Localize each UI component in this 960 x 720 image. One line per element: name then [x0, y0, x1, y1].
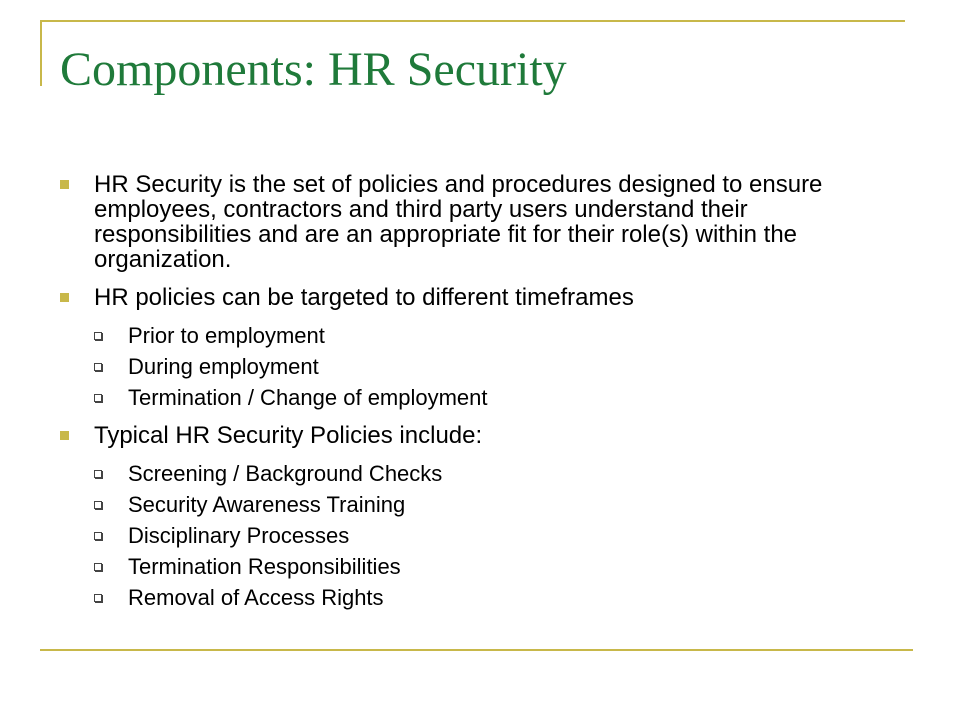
sub-bullet-item [94, 385, 900, 410]
sub-bullet-item [94, 354, 900, 379]
checkbox-bullet-icon [94, 532, 102, 540]
bullet-list [60, 172, 900, 623]
bullet-item [60, 423, 900, 610]
sub-bullet-item [94, 523, 900, 548]
bullet-item [60, 285, 900, 410]
sub-bullet-item [94, 323, 900, 348]
bullet-item [60, 172, 900, 272]
bullet-text: HR policies can be targeted to different timeframes [94, 284, 634, 311]
sub-bullet-item [94, 492, 900, 517]
bullet-text: HR Security is the set of policies and procedures designed to ensure employees, contractors and third party users understand their responsibilities and are an appropriate fit for their role(s) within the organization. [94, 171, 823, 273]
sub-bullet-list [94, 323, 900, 410]
sub-bullet-text: Termination Responsibilities [128, 554, 401, 579]
checkbox-bullet-icon [94, 363, 102, 371]
sub-bullet-item [94, 585, 900, 610]
square-bullet-icon [60, 431, 69, 440]
square-bullet-icon [60, 180, 69, 189]
slide-title: Components: HR Security [60, 43, 567, 96]
top-rule [40, 20, 905, 22]
checkbox-bullet-icon [94, 563, 102, 571]
bullet-text: Typical HR Security Policies include: [94, 422, 483, 449]
bottom-rule [40, 649, 913, 651]
checkbox-bullet-icon [94, 394, 102, 402]
sub-bullet-item [94, 461, 900, 486]
sub-bullet-text: Security Awareness Training [128, 492, 406, 517]
sub-bullet-text: During employment [128, 354, 319, 379]
sub-bullet-text: Termination / Change of employment [128, 385, 488, 410]
checkbox-bullet-icon [94, 501, 102, 509]
sub-bullet-list [94, 461, 900, 610]
checkbox-bullet-icon [94, 470, 102, 478]
checkbox-bullet-icon [94, 594, 102, 602]
sub-bullet-text: Prior to employment [128, 323, 325, 348]
sub-bullet-item [94, 554, 900, 579]
sub-bullet-text: Screening / Background Checks [128, 461, 443, 486]
left-rule [40, 20, 42, 86]
checkbox-bullet-icon [94, 332, 102, 340]
square-bullet-icon [60, 293, 69, 302]
sub-bullet-text: Disciplinary Processes [128, 523, 350, 548]
sub-bullet-text: Removal of Access Rights [128, 585, 384, 610]
